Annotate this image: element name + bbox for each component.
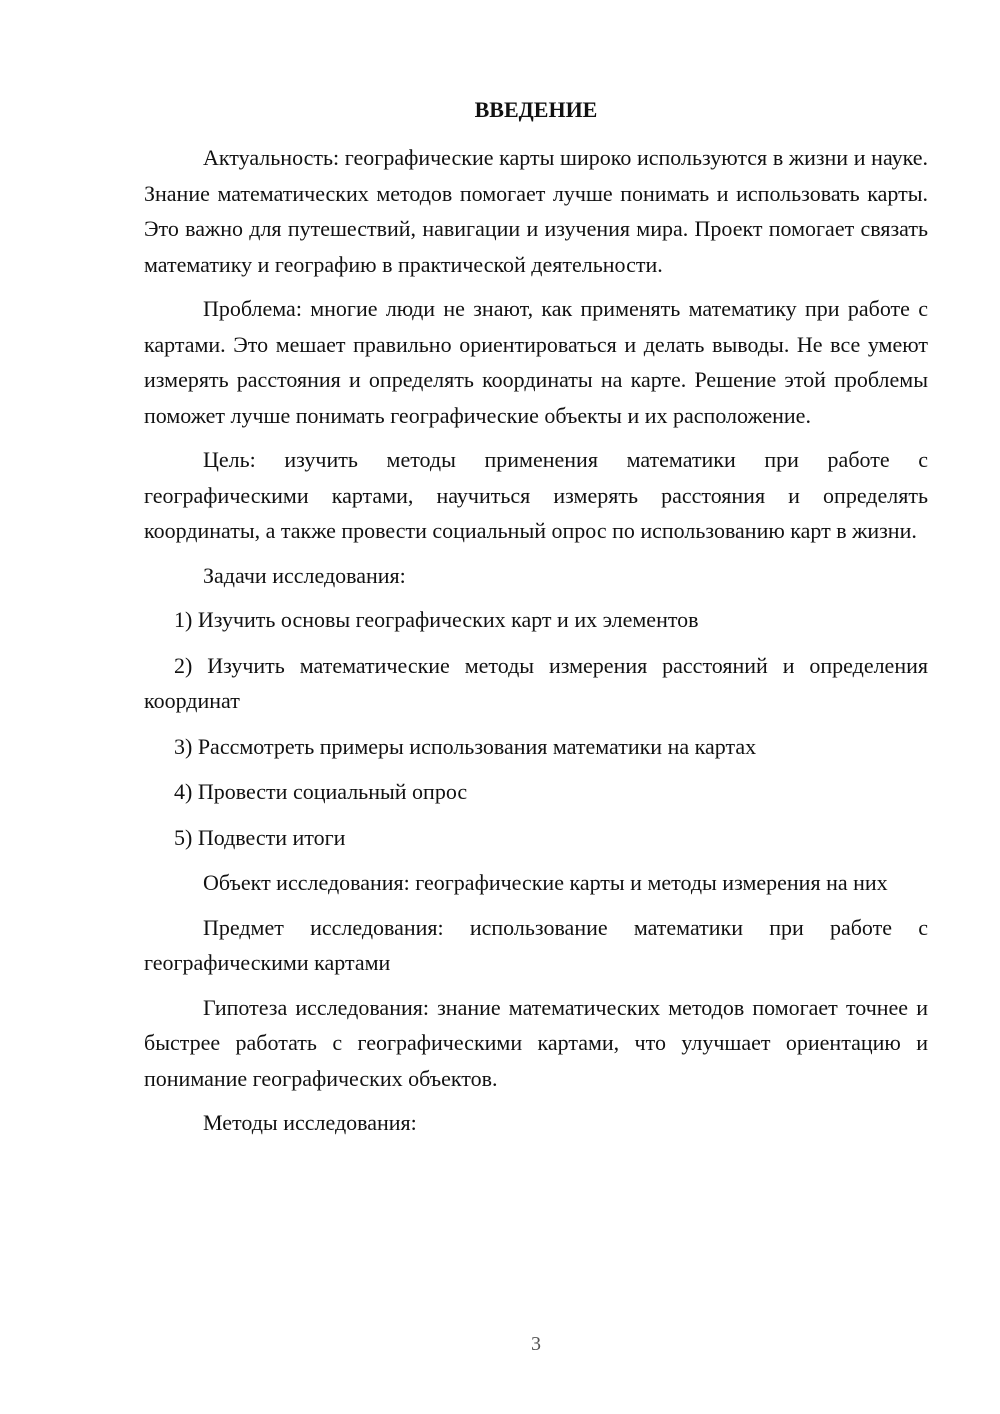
task-item-4: 4) Провести социальный опрос [174, 779, 468, 804]
methods-title: Методы исследования: [203, 1110, 417, 1135]
paragraph-goal: Цель: изучить методы применения математики при работе с географическими картами, научиться измерять расстояния и определять координаты, а также провести социальный опрос по использованию карт в жизни. [144, 447, 928, 543]
task-item-5: 5) Подвести итоги [174, 824, 346, 850]
paragraph-hypothesis: Гипотеза исследования: знание математических методов помогает точнее и быстрее работать с географическими картами, что улучшает ориентацию и понимание географических объектов. [144, 994, 928, 1091]
tasks-title: Задачи исследования: [203, 562, 406, 588]
paragraph-subject: Предмет исследования: использование математики при работе с географическими картами [144, 914, 928, 975]
section-heading: ВВЕДЕНИЕ [474, 97, 598, 122]
page-number: 3 [531, 1333, 541, 1355]
paragraph-problem: Проблема: многие люди не знают, как применять математику при работе с картами. Это мешает правильно ориентироваться и делать выводы. Не все умеют измерять расстояния и определять координаты на карте. Решение этой проблемы поможет лучше понимать географические объекты и их расположение. [144, 296, 928, 428]
task-item-2: 2) Изучить математические методы измерения расстояний и определения координат [144, 652, 928, 713]
page-content [144, 96, 928, 1150]
task-item-3: 3) Рассмотреть примеры использования математики на картах [174, 733, 757, 759]
paragraph-relevance: Актуальность: географические карты широко используются в жизни и науке. Знание математических методов помогает лучше понимать и использовать карты. Это важно для путешествий, навигации и изучения мира. Проект помогает связать математику и географию в практической деятельности. [144, 145, 928, 277]
paragraph-object: Объект исследования: географические карты и методы измерения на них [203, 870, 888, 895]
task-item-1: 1) Изучить основы географических карт и их элементов [174, 607, 699, 632]
